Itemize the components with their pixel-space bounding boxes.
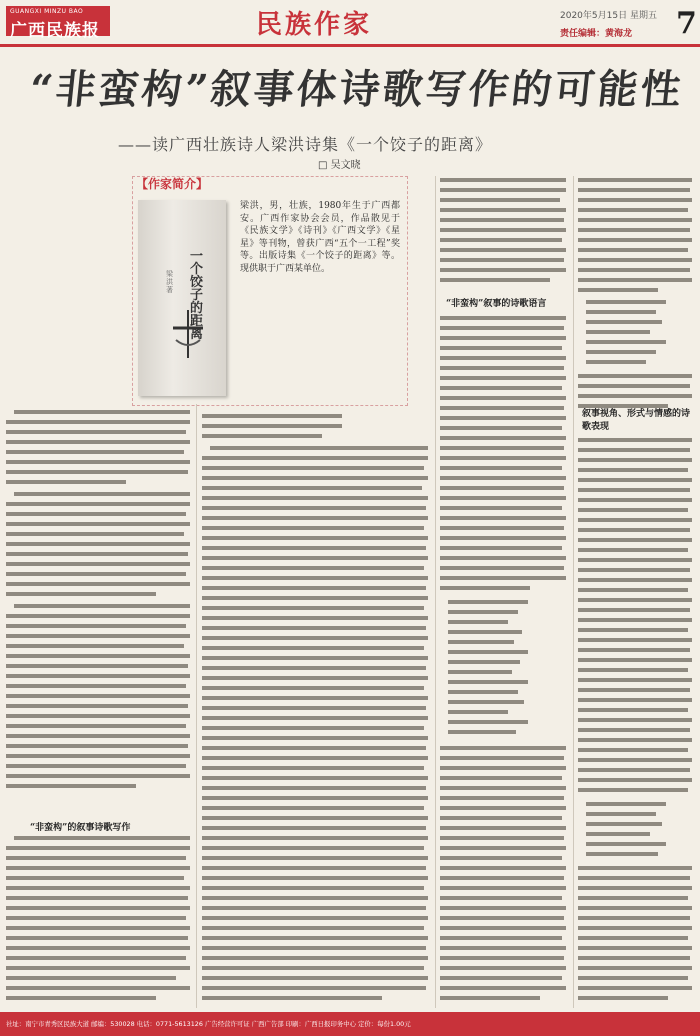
masthead: [0, 0, 700, 46]
brand-small: GUANGXI MINZU BAO: [10, 8, 84, 15]
article-column-1: [6, 404, 192, 1004]
book-cover-ink-brush-icon: [168, 310, 208, 358]
column-4-text-block: [578, 176, 694, 1004]
masthead-rule: [0, 44, 700, 47]
article-column-4: [578, 176, 694, 1004]
issue-date: 2020年5月15日 星期五: [560, 11, 657, 21]
article-subhead: ——读广西壮族诗人梁洪诗集《一个饺子的距离》: [118, 135, 493, 154]
column-divider: [196, 404, 197, 1008]
subhead-3: 叙事视角、形式与情感的诗歌表现: [582, 409, 691, 432]
section-title: 民族作家: [256, 10, 373, 40]
subhead-2: “非蛮构”叙事的诗歌语言: [446, 299, 547, 309]
book-cover-title: 一个饺子的距离: [190, 249, 204, 342]
column-1-text-block: [6, 404, 192, 1004]
book-cover-author: 梁洪 著: [166, 270, 173, 294]
author-intro-label: 【作家简介】: [136, 177, 209, 191]
column-2-text-block: [202, 412, 430, 1008]
article-column-3: [440, 176, 568, 1004]
article-byline: □ 吴文晓: [318, 160, 361, 171]
newspaper-footer: 社址：南宁市青秀区民族大道 邮编：530028 电话：0771-5613126 广告经营许可证 广西广告部 印刷：广西日报印务中心 定价：每份1.00元: [0, 1012, 700, 1036]
column-divider: [435, 176, 436, 1008]
article-column-2: [202, 412, 430, 1012]
author-intro-text: 梁洪，男，壮族，1980年生于广西都安。广西作家协会会员，作品散见于《民族文学》《诗刊》《广西文学》《星星》等刊物，曾获广西“五个一工程”奖等。出版诗集《一个饺子的距离》等。现供职于广西某单位。: [240, 201, 400, 274]
book-cover-image: [138, 200, 226, 396]
page-number: 7: [676, 6, 697, 41]
article-headline: “非蛮构”叙事体诗歌写作的可能性: [27, 66, 687, 113]
brand-name: 广西民族报: [10, 21, 100, 41]
editor-credits: 责任编辑：黄海龙: [560, 29, 633, 39]
newspaper-logo: [6, 6, 110, 41]
column-3-text-block: [440, 176, 568, 1004]
column-divider: [573, 176, 574, 1008]
subhead-1: “非蛮构”的叙事诗歌写作: [30, 823, 131, 833]
